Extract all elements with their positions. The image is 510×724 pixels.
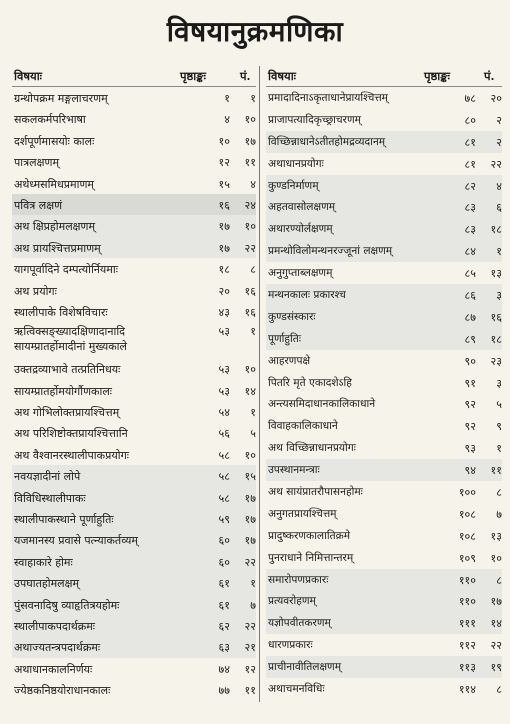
entry-line: ११: [490, 464, 502, 478]
entry-line: २०: [490, 92, 502, 105]
index-entry: [12, 572, 256, 593]
entry-page: ६१: [218, 577, 230, 591]
entry-title: मन्थनकालः प्रकारश्च: [268, 289, 346, 302]
entry-page: ९२: [464, 420, 476, 434]
entry-page: ६०: [218, 534, 230, 548]
page-title: विषयानुक्रमणिका: [166, 15, 344, 48]
entry-title: पुंसवनादिषु व्याहृतित्रयहोमः: [14, 598, 120, 612]
entry-title: प्रमन्थोविलोमन्थनरज्जूनां लक्षणम्: [268, 245, 393, 258]
entry-line: १७: [244, 491, 256, 505]
entry-page: ६१: [218, 598, 230, 612]
entry-title: उक्तद्रव्याभावे तत्प्रतिनिधयः: [14, 363, 121, 377]
index-entry: [266, 284, 502, 306]
entry-line: २२: [490, 639, 502, 653]
entry-line: २: [496, 135, 502, 149]
entry-title: अथ सायंप्रातरौपासनहोमः: [268, 486, 363, 499]
entry-title: यजमानस्य प्रवासे पत्न्याकर्तव्यम्: [14, 534, 138, 548]
entry-page: ७८: [464, 92, 476, 105]
entry-page: ४३: [218, 305, 230, 319]
entry-page: ९४: [464, 464, 476, 478]
entry-line: ८: [496, 486, 502, 500]
entry-title: प्राचीनावीतिलक्षणम्: [268, 661, 342, 674]
entry-title: सायम्प्रातर्होमयोर्गौणकालः: [14, 384, 113, 398]
index-entry: [266, 590, 502, 612]
entry-line: २३: [490, 354, 502, 368]
entry-line: १०: [244, 448, 256, 462]
entry-title: पुनराधाने निमित्तान्तरम्: [268, 551, 354, 564]
entry-title: पात्रलक्षणम्: [14, 156, 60, 170]
entry-page: ११०: [458, 573, 476, 587]
entry-line: ७: [496, 507, 502, 521]
entry-page: ११०: [458, 595, 476, 609]
index-entry: [12, 594, 256, 615]
index-entry: [12, 358, 256, 379]
entry-line: १४: [490, 617, 502, 631]
entry-title: नवयज्ञादीनां लोपे: [14, 470, 81, 484]
entry-page: ५४: [218, 406, 230, 420]
index-column-left: [12, 66, 256, 701]
entry-line: ४: [496, 179, 502, 193]
entry-title: यागपूर्वादिने दम्पत्योर्नियमाः: [14, 263, 118, 277]
index-entry: [266, 262, 502, 284]
index-entry: [12, 444, 256, 465]
index-entry: [12, 465, 256, 486]
entry-title: स्थालीपाकपदार्थक्रमः: [14, 619, 96, 633]
index-entry: [12, 151, 256, 172]
entry-line: १०: [244, 363, 256, 377]
index-entry: [12, 551, 256, 572]
index-entry: [266, 569, 502, 591]
column-header: [12, 66, 256, 87]
entry-page: ८४: [464, 245, 476, 259]
entry-line: ९: [496, 420, 502, 434]
entry-page: ४: [224, 113, 230, 127]
index-entry: [266, 656, 502, 678]
entry-title: अनुगतप्रायश्चित्तम्: [268, 507, 337, 520]
index-entry: [266, 87, 502, 109]
entry-title: अथाधानकालनिर्णयः: [14, 662, 93, 676]
entry-title: अन्त्यसमिदाधानकालिकाधाने: [268, 398, 376, 411]
index-entry: [12, 301, 256, 322]
index-entry: [12, 529, 256, 550]
index-entry: [266, 547, 502, 569]
entry-page: ६२: [218, 619, 230, 633]
index-entry: [12, 401, 256, 422]
entry-title: स्थालीपाकस्थाने पूर्णाहुतिः: [14, 513, 114, 527]
index-entry: [266, 350, 502, 372]
entry-line: २२: [244, 241, 256, 255]
entry-title: पितरि मृते एकादशेऽहि: [268, 376, 352, 389]
index-entry: [266, 372, 502, 394]
index-entry: [266, 153, 502, 175]
entry-page: १५: [218, 177, 230, 191]
entry-page: ८७: [464, 310, 476, 324]
entry-page: ११४: [458, 683, 476, 697]
entry-page: ८२: [464, 179, 476, 193]
entry-line: १: [250, 92, 256, 105]
entry-title: कुण्डनिर्माणम्: [268, 179, 319, 192]
entry-page: ११२: [458, 639, 476, 653]
entry-page: १०: [218, 134, 230, 148]
entry-page: ८५: [464, 267, 476, 281]
header-page: पृष्ठाङ्कः: [424, 69, 450, 83]
entry-title: अथ प्रायश्चित्तप्रमाणम्: [14, 241, 101, 255]
entry-page: ५३: [218, 325, 230, 339]
entry-line: १: [496, 245, 502, 259]
entry-line: १०: [244, 220, 256, 234]
entry-title: स्वाहाकारे होमः: [14, 555, 73, 569]
entry-title: अथारण्योर्लक्षणम्: [268, 223, 333, 236]
entry-line: १५: [244, 470, 256, 484]
index-entry: [266, 612, 502, 634]
index-entry: [266, 240, 502, 262]
index-entry: [266, 437, 502, 459]
entry-title: विवाहकालिकाधाने: [268, 420, 338, 433]
entry-title: कुण्डसंस्कारः: [268, 310, 316, 323]
entry-line: २: [496, 113, 502, 127]
entry-page: ८९: [464, 332, 476, 346]
entry-title: उपघातहोमलक्षम्: [14, 577, 80, 591]
entry-title: विच्छिन्नाधानेऽतीतहोमद्रव्यदानम्: [268, 135, 386, 148]
entry-line: १७: [244, 134, 256, 148]
entry-line: ४: [250, 177, 256, 191]
index-entry: [266, 459, 502, 481]
entry-line: ८: [496, 573, 502, 587]
entry-page: ८३: [464, 201, 476, 215]
index-column-right: [266, 66, 502, 700]
entry-line: १३: [490, 529, 502, 543]
entry-line: १३: [490, 267, 502, 281]
entry-page: १८: [218, 263, 230, 277]
entry-line: १: [250, 325, 256, 339]
entry-page: ५८: [218, 491, 230, 505]
entry-title: प्रत्यवरोहणम्: [268, 595, 316, 608]
index-entry: [12, 173, 256, 194]
index-entry: [12, 422, 256, 443]
entry-line: ८: [250, 263, 256, 277]
index-entry: [12, 194, 256, 215]
entry-title: दर्शपूर्णमासयोः कालः: [14, 134, 95, 148]
entry-page: ९१: [464, 376, 476, 390]
entry-page: ५६: [218, 427, 230, 441]
entry-title: अथ क्षिप्रहोमलक्षणम्: [14, 220, 96, 234]
entry-line: १७: [490, 595, 502, 609]
entry-title: अथ परिशिष्टोक्तप्रायश्चित्तानि: [14, 427, 128, 441]
entry-line: १९: [490, 661, 502, 675]
entry-line: ५: [250, 427, 256, 441]
entry-page: १०८: [458, 529, 476, 543]
column-divider: [259, 66, 260, 702]
entry-page: १: [224, 92, 230, 105]
entry-title: प्राजापत्यादिकृच्छ्राचरणम्: [268, 113, 361, 126]
entry-page: ७४: [218, 662, 230, 676]
index-entry: [12, 658, 256, 679]
entry-page: १२: [218, 156, 230, 170]
index-entry: [12, 615, 256, 636]
entry-title: समारोपणप्रकारः: [268, 573, 329, 586]
entry-page: ८१: [464, 157, 476, 171]
entry-title: आहरणपक्षे: [268, 354, 311, 367]
entry-title: प्रादुष्करणकालातिक्रमे: [268, 529, 351, 542]
index-entry: [12, 380, 256, 401]
index-entry: [12, 322, 256, 358]
entry-line: ६: [496, 201, 502, 215]
entry-line: १०: [244, 113, 256, 127]
index-entry: [266, 415, 502, 437]
index-entry: [266, 634, 502, 656]
header-page: पृष्ठाङ्कः: [180, 69, 206, 83]
index-entry: [266, 393, 502, 415]
index-entry: [12, 130, 256, 151]
index-entry: [266, 525, 502, 547]
header-subject: विषयाः: [268, 69, 296, 83]
entry-page: ११३: [458, 661, 476, 675]
entry-page: ५८: [218, 448, 230, 462]
entry-page: ९३: [464, 442, 476, 456]
entry-page: १०८: [458, 507, 476, 521]
index-entry: [266, 306, 502, 328]
entry-line: ११: [244, 156, 256, 170]
entry-title: अथ विच्छिन्नाधानप्रयोगः: [268, 442, 356, 455]
entry-title: अथेध्मसमिधप्रमाणम्: [14, 177, 94, 191]
entry-page: ५९: [218, 513, 230, 527]
entry-line: १२: [244, 662, 256, 676]
entry-line: ८: [496, 683, 502, 697]
entry-line: २१: [244, 641, 256, 655]
entry-title: अहतवासोलक्षणम्: [268, 201, 336, 214]
entry-title: अथाधानप्रयोगः: [268, 157, 324, 170]
entry-title: अथ वैश्वानरस्थालीपाकप्रयोगः: [14, 448, 129, 462]
entry-line: ३: [496, 376, 502, 390]
entry-line: १६: [244, 305, 256, 319]
entry-line: १०: [490, 551, 502, 565]
entry-page: ५३: [218, 363, 230, 377]
entry-title: उपस्थानमन्त्राः: [268, 464, 320, 477]
entry-line: ७: [250, 598, 256, 612]
entry-title: अथाचमनविधिः: [268, 683, 325, 696]
entry-page: ८१: [464, 135, 476, 149]
entry-page: ८०: [464, 113, 476, 127]
entry-title: सकलकर्मपरिभाषा: [14, 113, 86, 127]
entry-page: ६०: [218, 555, 230, 569]
index-entry: [12, 280, 256, 301]
entry-title: यज्ञोपवीतकरणम्: [268, 617, 331, 630]
entry-title: धारणप्रकारः: [268, 639, 313, 652]
entry-line: ५: [496, 398, 502, 412]
index-entry: [12, 679, 256, 700]
entry-page: १००: [458, 486, 476, 500]
index-entry: [12, 258, 256, 279]
index-entry: [266, 175, 502, 197]
index-entry: [266, 109, 502, 131]
entry-line: ११: [244, 684, 256, 698]
index-entry: [266, 503, 502, 525]
entry-line: ३: [496, 289, 502, 303]
entry-title: अथाज्यतन्त्रपदार्थक्रमः: [14, 641, 101, 655]
entry-line: १: [250, 406, 256, 420]
index-entry: [266, 131, 502, 153]
entry-page: ८३: [464, 223, 476, 237]
index-entry: [12, 508, 256, 529]
index-entry: [266, 328, 502, 350]
entry-title: ऋत्विक्सङ्ख्यादक्षिणादानादि सायम्प्रातर्होमादीनां मुख्यकाले: [14, 325, 127, 354]
entry-page: १६: [218, 198, 230, 212]
index-entry: [266, 678, 502, 700]
entry-page: १७: [218, 241, 230, 255]
entry-title: ज्येष्ठकनिष्ठयोराधानकालः: [14, 684, 111, 698]
entry-line: १८: [490, 223, 502, 237]
index-entry: [266, 196, 502, 218]
entry-line: २२: [244, 619, 256, 633]
entry-line: २२: [490, 157, 502, 171]
entry-title: स्थालीपाके विशेषविचारः: [14, 305, 108, 319]
entry-page: ९०: [464, 354, 476, 368]
index-entry: [12, 636, 256, 657]
entry-line: १६: [244, 284, 256, 298]
entry-title: विविधिस्थालीपाकः: [14, 491, 86, 505]
index-entry: [12, 487, 256, 508]
entry-title: पवित्र लक्षणं: [14, 198, 63, 212]
entry-page: १०९: [458, 551, 476, 565]
entry-title: अनुगुप्ताब्लक्षणम्: [268, 267, 333, 280]
entry-line: १६: [490, 310, 502, 324]
index-entry: [12, 215, 256, 236]
index-entry: [12, 87, 256, 108]
entry-line: १: [496, 442, 502, 456]
entry-page: ८६: [464, 289, 476, 303]
entry-line: १४: [244, 384, 256, 398]
entry-page: १७: [218, 220, 230, 234]
entry-page: ७७: [218, 684, 230, 698]
entry-page: ५३: [218, 384, 230, 398]
header-line: पं.: [240, 69, 251, 83]
entry-page: ९२: [464, 398, 476, 412]
entry-line: १७: [244, 513, 256, 527]
index-entry: [266, 481, 502, 503]
entry-line: २४: [244, 198, 256, 212]
entry-title: अथ गोभिलोक्तप्रायश्चित्तम्: [14, 406, 120, 420]
entry-page: ६३: [218, 641, 230, 655]
entry-page: १११: [458, 617, 476, 631]
column-header: [266, 66, 502, 87]
entry-title: प्रमादादिनाऽकृताधानेप्रायश्चित्तम्: [268, 92, 389, 104]
entry-line: १८: [490, 332, 502, 346]
index-entry: [266, 218, 502, 240]
entry-line: १७: [244, 534, 256, 548]
entry-title: पूर्णाहुतिः: [268, 332, 301, 345]
index-entry: [12, 108, 256, 129]
entry-title: अथ प्रयोगः: [14, 284, 57, 298]
header-subject: विषयाः: [14, 69, 42, 83]
entry-line: २२: [244, 555, 256, 569]
index-entry: [12, 237, 256, 258]
header-line: पं.: [484, 69, 495, 83]
entry-page: ५८: [218, 470, 230, 484]
entry-title: ग्रन्थोपक्रम मङ्गलाचरणम्: [14, 92, 108, 105]
entry-line: १: [250, 577, 256, 591]
entry-page: २०: [218, 284, 230, 298]
